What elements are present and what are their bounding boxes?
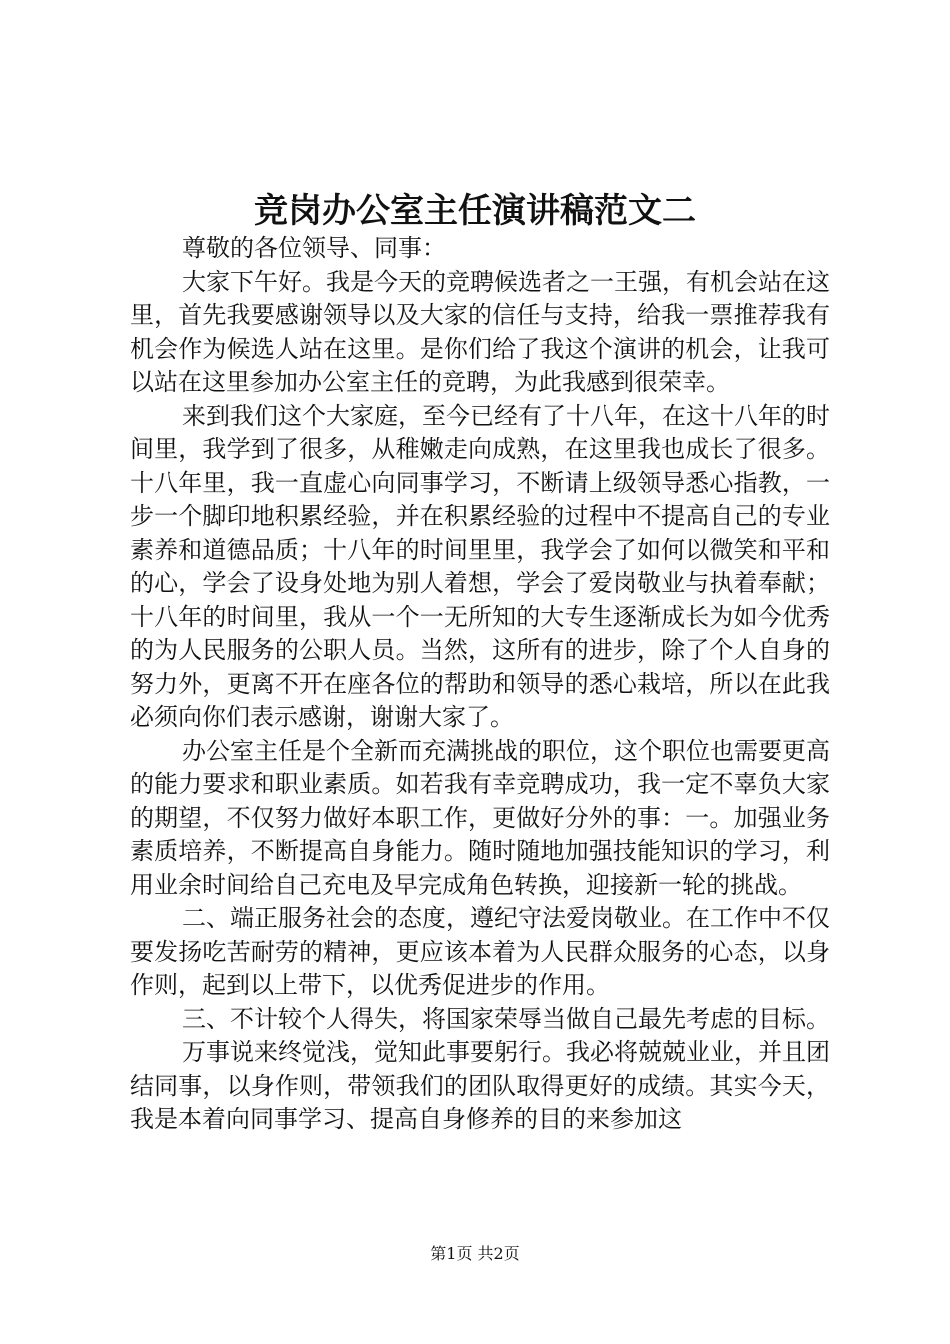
body-paragraph: 二、端正服务社会的态度，遵纪守法爱岗敬业。在工作中不仅要发扬吃苦耐劳的精神，更应该本着为人民群众服务的心态，以身作则，起到以上带下，以优秀促进步的作用。 xyxy=(130,904,830,999)
body-paragraph: 办公室主任是个全新而充满挑战的职位，这个职位也需要更高的能力要求和职业素质。如若我有幸竞聘成功，我一定不辜负大家的期望，不仅努力做好本职工作，更做好分外的事：一。加强业务素质培养，不断提高自身能力。随时随地加强技能知识的学习，利用业余时间给自己充电及早完成角色转换，迎接新一轮的挑战。 xyxy=(130,736,830,899)
body-paragraph: 来到我们这个大家庭，至今已经有了十八年，在这十八年的时间里，我学到了很多，从稚嫩走向成熟，在这里我也成长了很多。十八年里，我一直虚心向同事学习，不断请上级领导悉心指教，一步一个脚印地积累经验，并在积累经验的过程中不提高自己的专业素养和道德品质；十八年的时间里里，我学会了如何以微笑和平和的心，学会了设身处地为别人着想，学会了爱岗敬业与执着奉献；十八年的时间里，我从一个一无所知的大专生逐渐成长为如今优秀的为人民服务的公职人员。当然，这所有的进步，除了个人自身的努力外，更离不开在座各位的帮助和领导的悉心栽培，所以在此我必须向你们表示感谢，谢谢大家了。 xyxy=(130,401,830,731)
page-number-footer: 第1页 共2页 xyxy=(430,1244,520,1263)
document-body xyxy=(130,232,830,1137)
body-paragraph: 大家下午好。我是今天的竞聘候选者之一王强，有机会站在这里，首先我要感谢领导以及大家的信任与支持，给我一票推荐我有机会作为候选人站在这里。是你们给了我这个演讲的机会，让我可以站在这里参加办公室主任的竞聘，为此我感到很荣幸。 xyxy=(130,267,830,396)
body-paragraph: 万事说来终觉浅，觉知此事要躬行。我必将兢兢业业，并且团结同事，以身作则，带领我们的团队取得更好的成绩。其实今天，我是本着向同事学习、提高自身修养的目的来参加这 xyxy=(130,1038,830,1133)
body-paragraph: 三、不计较个人得失，将国家荣辱当做自己最先考虑的目标。 xyxy=(182,1004,830,1033)
salutation-paragraph: 尊敬的各位领导、同事： xyxy=(182,234,446,262)
document-title: 竞岗办公室主任演讲稿范文二 xyxy=(254,191,696,231)
